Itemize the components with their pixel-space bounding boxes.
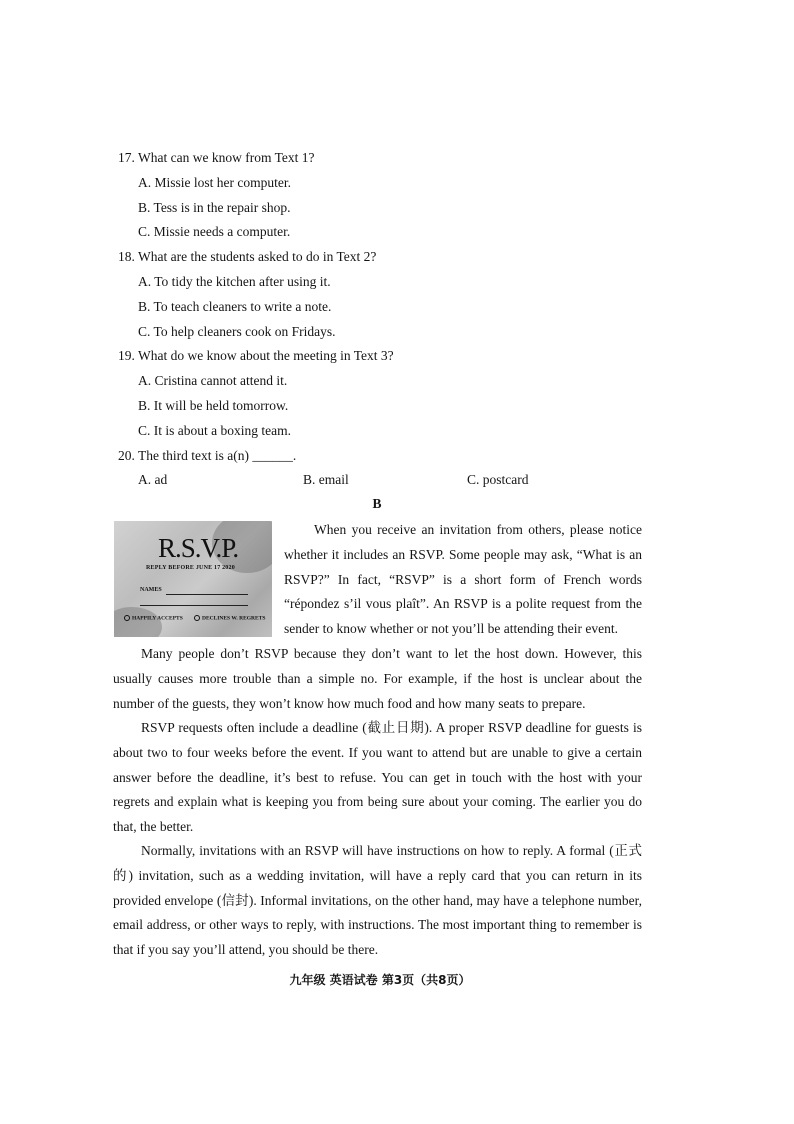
card-shadow bbox=[114, 607, 162, 637]
question-20-stem: 20. The third text is a(n) ______. bbox=[118, 447, 297, 463]
rsvp-card-decline-option bbox=[194, 615, 265, 621]
question-18-option-c: C. To help cleaners cook on Fridays. bbox=[138, 323, 336, 339]
question-19-stem: 19. What do we know about the meeting in Text 3? bbox=[118, 348, 394, 364]
passage-paragraph-2: Many people don’t RSVP because they don’t want to let the host down. However, this usually causes more trouble than a simple no. For example, if the host is unclear about the number of the guests, they won’t know how much food and how many seats to prepare. bbox=[113, 646, 642, 711]
passage-paragraph-3: RSVP requests often include a deadline (截止日期). A proper RSVP deadline for guests is about two to four weeks before the event. If you want to attend but are unable to give a certain answer before the deadline, it’s best to refuse. You can get in touch with the host with your regrets and explain what is keeping you from being sure about your coming. The earlier you do that, the better. bbox=[113, 720, 642, 835]
passage-paragraph-4: Normally, invitations with an RSVP will have instructions on how to reply. A formal (正式的) invitation, such as a wedding invitation, will have a reply card that you can return in its provided envelope (信封). Informal invitations, on the other hand, may have a telephone number, email address, or other ways to reply, with instructions. The most important thing to remember is that if you say you’ll attend, you should be there. bbox=[113, 843, 642, 958]
question-20-options bbox=[118, 468, 678, 493]
rsvp-card-image bbox=[114, 521, 272, 637]
rsvp-card-name-line bbox=[166, 594, 248, 595]
question-18-option-a: A. To tidy the kitchen after using it. bbox=[138, 273, 331, 289]
question-18-stem: 18. What are the students asked to do in Text 2? bbox=[118, 249, 377, 265]
question-17-stem: 17. What can we know from Text 1? bbox=[118, 150, 315, 165]
question-20-option-c: C. postcard bbox=[467, 472, 529, 488]
question-19-option-b: B. It will be held tomorrow. bbox=[138, 397, 289, 413]
questions-block bbox=[118, 146, 678, 493]
question-17-option-c: C. Missie needs a computer. bbox=[138, 224, 291, 240]
question-17-option-a: A. Missie lost her computer. bbox=[138, 174, 291, 190]
section-b-label: B bbox=[372, 496, 382, 511]
rsvp-card-decline-label: DECLINES W. REGRETS bbox=[202, 615, 266, 622]
passage-paragraph-1: When you receive an invitation from others, please notice whether it includes an RSVP. Some people may ask, “What is an RSVP?” In fact, “RSVP” is a short form of French words “répondez s’il vous plaît”. An RSVP is a polite request from the sender to know whether or not you’ll be attending their event. bbox=[284, 522, 642, 637]
rsvp-card-accept-option bbox=[124, 615, 183, 621]
rsvp-card-name-line bbox=[140, 605, 248, 606]
page-footer: 九年级 英语试卷 第3页（共8页） bbox=[289, 973, 471, 987]
rsvp-card-accept-label: HAPPILY ACCEPTS bbox=[132, 615, 183, 622]
checkbox-circle-icon bbox=[194, 615, 200, 621]
question-17-option-b: B. Tess is in the repair shop. bbox=[138, 199, 291, 215]
question-19-option-a: A. Cristina cannot attend it. bbox=[138, 373, 288, 389]
rsvp-card-title: R.S.V.P. bbox=[158, 533, 239, 563]
rsvp-card-names-label: NAMES bbox=[140, 587, 162, 593]
rsvp-card-subtitle: REPLY BEFORE JUNE 17 2020 bbox=[146, 565, 235, 571]
question-20-option-a: A. ad bbox=[138, 472, 168, 488]
question-18-option-b: B. To teach cleaners to write a note. bbox=[138, 298, 332, 314]
question-19-option-c: C. It is about a boxing team. bbox=[138, 422, 291, 438]
question-20-option-b: B. email bbox=[303, 472, 349, 488]
checkbox-circle-icon bbox=[124, 615, 130, 621]
